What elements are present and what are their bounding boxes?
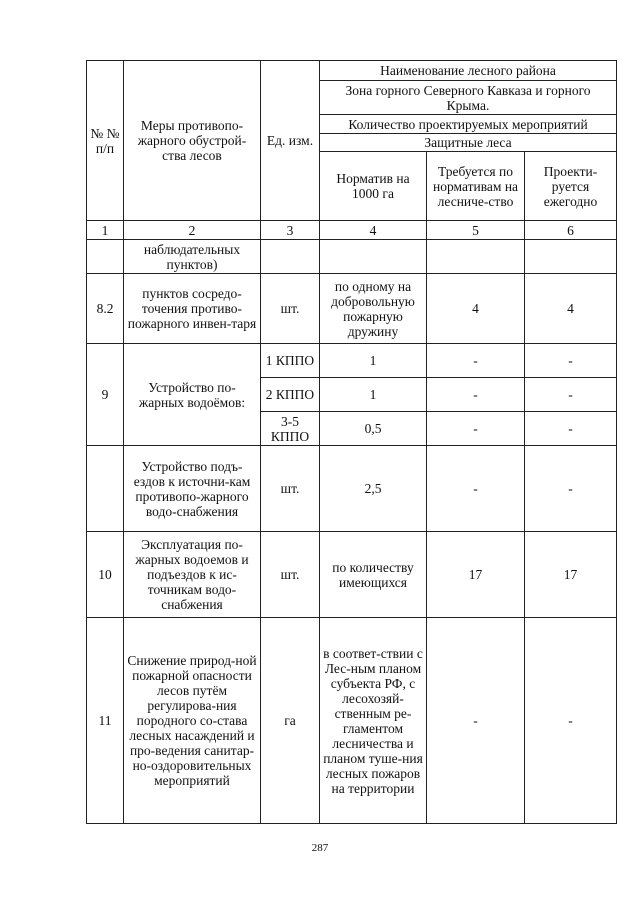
planned-cell: 17 [525,532,617,618]
planned-cell: - [525,446,617,532]
column-number: 2 [124,221,261,240]
required-cell: 4 [427,274,525,344]
header-number-cell: № № п/п [87,61,124,221]
header-required-cell: Требуется по нормативам на лесниче-ство [427,152,525,221]
unit-cell: шт. [261,446,320,532]
row-number: 10 [87,532,124,618]
norm-cell: 1 [320,378,427,412]
measure-cell: Устройство по-жарных водоёмов: [124,344,261,446]
norm-cell: 1 [320,344,427,378]
required-cell: - [427,446,525,532]
table-cell [427,240,525,274]
planned-cell: - [525,344,617,378]
norm-cell: в соответ-ствии с Лес-ным планом субъекта РФ, с лесохозяй-ственным ре-гламентом лесничества и планом туше-ния лесных пожаров на территории [320,618,427,824]
norm-cell: 2,5 [320,446,427,532]
header-planned-cell: Проекти-руется ежегодно [525,152,617,221]
table-cell [320,240,427,274]
header-forest-area: Наименование лесного района [320,61,617,81]
header-zone: Зона горного Северного Кавказа и горного Крыма. [320,81,617,115]
header-norm-cell: Норматив на 1000 га [320,152,427,221]
header-unit-cell: Ед. изм. [261,61,320,221]
unit-cell: 2 КППО [261,378,320,412]
header-forest-type: Защитные леса [320,134,617,152]
measure-cell: Эксплуатация по-жарных водоемов и подъездов к ис-точникам водо-снабжения [124,532,261,618]
required-cell: - [427,378,525,412]
header-count-title: Количество проектируемых мероприятий [320,115,617,134]
planned-cell: 4 [525,274,617,344]
measure-cell: наблюдательных пунктов) [124,240,261,274]
table-cell [87,240,124,274]
measure-cell: Снижение природ-ной пожарной опасности лесов путём регулирова-ния породного со-става лесных насаждений и про-ведения санитар-но-оздоровительных мероприятий [124,618,261,824]
column-number: 1 [87,221,124,240]
row-number: 8.2 [87,274,124,344]
required-cell: - [427,344,525,378]
unit-cell: шт. [261,532,320,618]
required-cell: - [427,412,525,446]
norm-cell: 0,5 [320,412,427,446]
table-cell [87,446,124,532]
required-cell: - [427,618,525,824]
unit-cell: 1 КППО [261,344,320,378]
norm-cell: по количеству имеющихся [320,532,427,618]
forest-fire-measures-table [86,60,617,824]
column-number: 5 [427,221,525,240]
planned-cell: - [525,378,617,412]
table-cell [261,240,320,274]
row-number: 9 [87,344,124,446]
column-number: 6 [525,221,617,240]
row-number: 11 [87,618,124,824]
column-number: 3 [261,221,320,240]
planned-cell: - [525,412,617,446]
table-cell [525,240,617,274]
norm-cell: по одному на добровольную пожарную дружину [320,274,427,344]
measure-cell: пунктов сосредо-точения противо-пожарного инвен-таря [124,274,261,344]
header-measures-cell: Меры противопо-жарного обустрой-ства лесов [124,61,261,221]
unit-cell: 3-5 КППО [261,412,320,446]
required-cell: 17 [427,532,525,618]
page-number: 287 [311,842,329,854]
measure-cell: Устройство подъ-ездов к источни-кам противопо-жарного водо-снабжения [124,446,261,532]
column-number: 4 [320,221,427,240]
unit-cell: шт. [261,274,320,344]
unit-cell: га [261,618,320,824]
planned-cell: - [525,618,617,824]
